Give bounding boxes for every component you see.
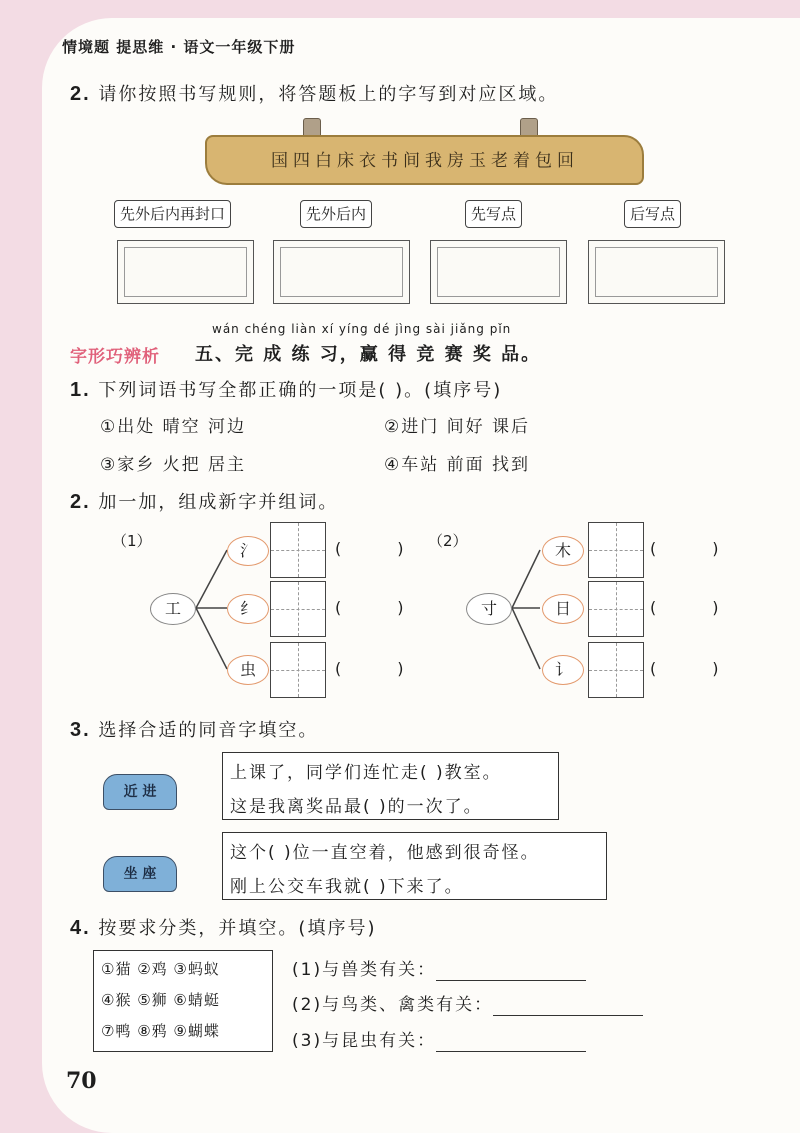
s3-basket-1: 近 进 — [103, 774, 177, 810]
s2-group1-grid-3[interactable] — [270, 642, 326, 698]
s4-fill-1-label: (1)与兽类有关： — [292, 960, 437, 980]
answer-board-characters: 国四白床衣书间我房玉老着包回 — [271, 151, 579, 171]
s2-text: 加一加，组成新字并组词。 — [98, 492, 339, 513]
s4-line: 4. 按要求分类，并填空。(填序号) — [70, 917, 377, 939]
s1-option-4: ④车站 前面 找到 — [384, 455, 531, 475]
s1-number: 1 — [70, 379, 84, 401]
s1-option-1: ①出处 晴空 河边 — [100, 417, 247, 437]
page-number: 70 — [66, 1068, 97, 1094]
s4-fill-2-label: (2)与鸟类、禽类有关： — [292, 995, 494, 1015]
s2-group2-grid-2[interactable] — [588, 581, 644, 637]
s4-fill-3-blank[interactable] — [436, 1031, 586, 1052]
rule-label-2: 先外后内 — [300, 200, 372, 228]
s4-text: 按要求分类，并填空。(填序号) — [98, 918, 377, 939]
rule-label-4: 后写点 — [624, 200, 681, 228]
s2-group1-part-1: 氵 — [227, 536, 269, 566]
s1-option-2: ②进门 间好 课后 — [384, 417, 531, 437]
rule-label-3: 先写点 — [465, 200, 522, 228]
s2-line: 2. 加一加，组成新字并组词。 — [70, 491, 339, 513]
s4-number: 4 — [70, 917, 84, 939]
s4-animal-row-2: ④猴 ⑤狮 ⑥蜻蜓 — [101, 991, 220, 1009]
rule-label-1: 先外后内再封口 — [114, 200, 231, 228]
s4-animal-row-1: ①猫 ②鸡 ③蚂蚁 — [101, 960, 220, 978]
s2-group1-root: 工 — [150, 593, 196, 625]
section-tag: 字形巧辨析 — [70, 347, 160, 367]
s2-group2-index: （2） — [428, 532, 468, 550]
s3-line: 3. 选择合适的同音字填空。 — [70, 719, 319, 741]
s2-group2-blank-1[interactable]: ( ) — [650, 539, 719, 558]
s2-group1-part-2: 纟 — [227, 594, 269, 624]
running-header: 情境题 提思维 · 语文一年级下册 — [62, 38, 296, 56]
s2-group2-grid-1[interactable] — [588, 522, 644, 578]
s2-group2-grid-3[interactable] — [588, 642, 644, 698]
section-pinyin: wán chéng liàn xí yíng dé jìng sài jiǎng pǐn — [212, 322, 512, 336]
s2-group2-part-1: 木 — [542, 536, 584, 566]
s3-text: 选择合适的同音字填空。 — [98, 720, 319, 741]
s1-option-3: ③家乡 火把 居主 — [100, 455, 247, 475]
s3-box2-line-2: 刚上公交车我就( )下来了。 — [230, 877, 464, 897]
s1-line: 1. 下列词语书写全都正确的一项是( )。(填序号) — [70, 379, 503, 401]
s4-fill-2 — [292, 990, 643, 1016]
s2-group2-part-2: 日 — [542, 594, 584, 624]
s2-number: 2 — [70, 491, 84, 513]
s4-fill-1-blank[interactable] — [436, 960, 586, 981]
s4-fill-2-blank[interactable] — [493, 995, 643, 1016]
section-title: 五、完 成 练 习，赢 得 竞 赛 奖 品。 — [195, 344, 542, 365]
s4-fill-1 — [292, 955, 586, 981]
s3-box2-line-1: 这个( )位一直空着，他感到很奇怪。 — [230, 843, 540, 863]
s2-group1-index: （1） — [112, 532, 152, 550]
s2-group2-blank-2[interactable]: ( ) — [650, 598, 719, 617]
s2-group1-blank-3[interactable]: ( ) — [335, 659, 404, 678]
s2-group1-grid-2[interactable] — [270, 581, 326, 637]
s3-box1-line-2: 这是我离奖品最( )的一次了。 — [230, 797, 483, 817]
s2-group1-grid-1[interactable] — [270, 522, 326, 578]
q2-line: 2. 请你按照书写规则，将答题板上的字写到对应区域。 — [70, 83, 559, 105]
s2-group2-root: 寸 — [466, 593, 512, 625]
s1-text: 下列词语书写全都正确的一项是( )。(填序号) — [98, 380, 503, 401]
s4-animal-row-3: ⑦鸭 ⑧鸦 ⑨蝴蝶 — [101, 1022, 220, 1040]
s3-basket-2: 坐 座 — [103, 856, 177, 892]
s3-number: 3 — [70, 719, 84, 741]
s2-group1-blank-2[interactable]: ( ) — [335, 598, 404, 617]
s2-group1-blank-1[interactable]: ( ) — [335, 539, 404, 558]
s4-fill-3 — [292, 1026, 586, 1052]
s3-box1-line-1: 上课了，同学们连忙走( )教室。 — [230, 763, 502, 783]
s4-fill-3-label: (3)与昆虫有关： — [292, 1031, 437, 1051]
s2-group2-part-3: 讠 — [542, 655, 584, 685]
q2-number: 2 — [70, 83, 84, 105]
s2-group1-part-3: 虫 — [227, 655, 269, 685]
q2-text: 请你按照书写规则，将答题板上的字写到对应区域。 — [98, 84, 559, 105]
s2-group2-blank-3[interactable]: ( ) — [650, 659, 719, 678]
